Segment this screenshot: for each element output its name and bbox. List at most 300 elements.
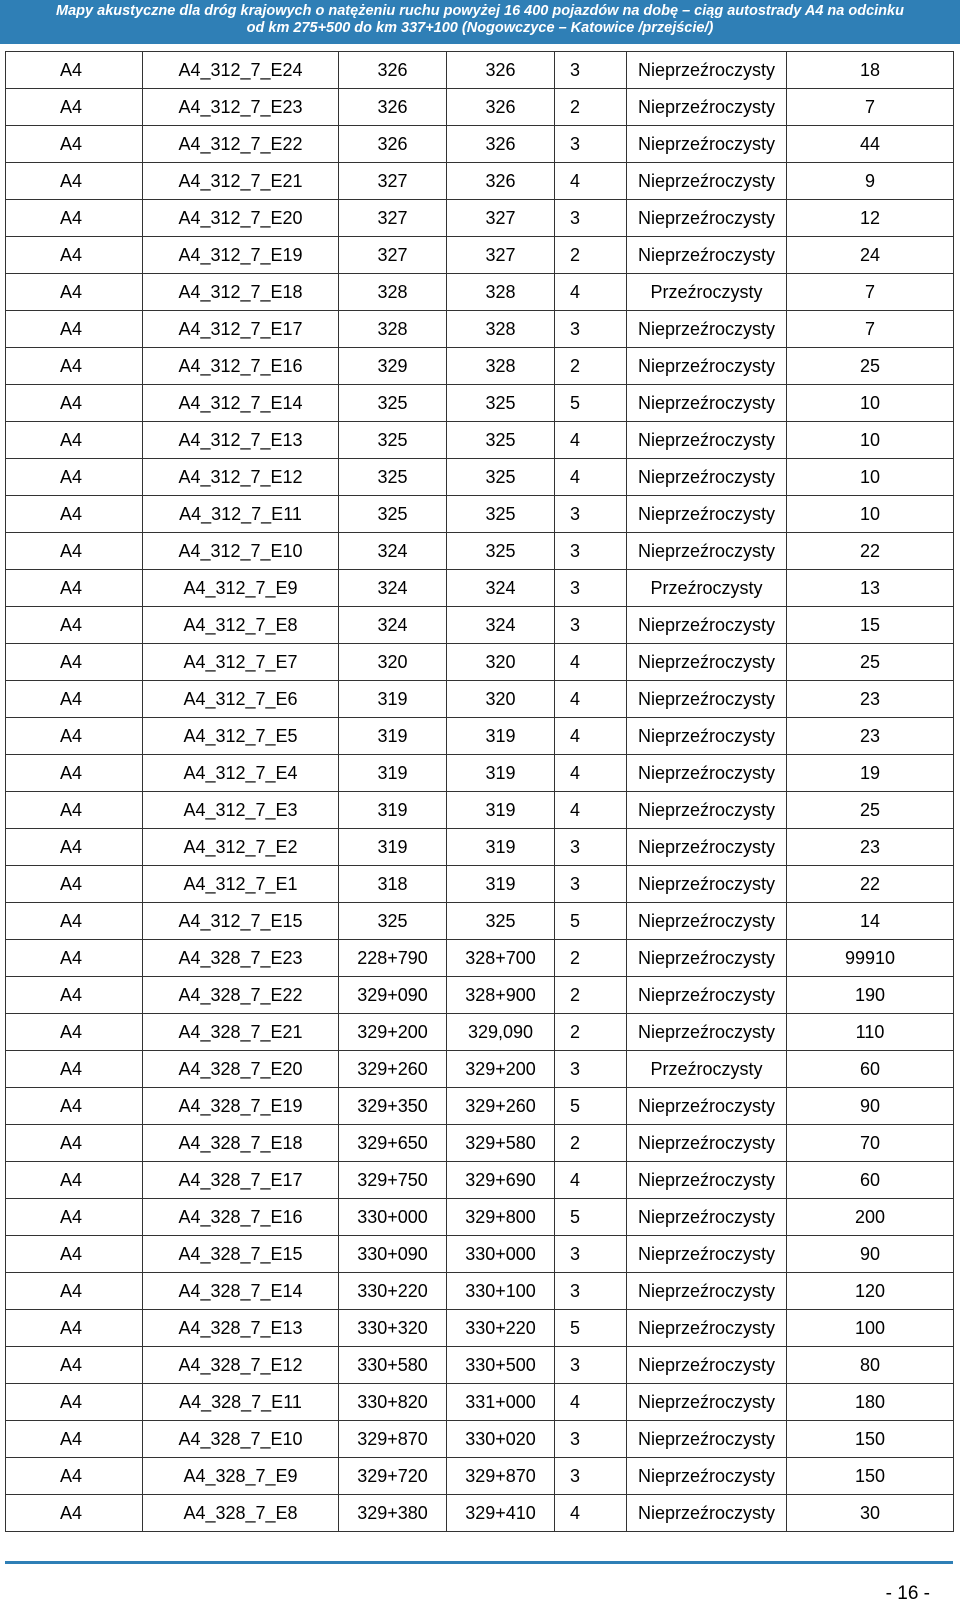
barrier-type-cell: Nieprzeźroczysty <box>627 52 787 89</box>
length-cell: 70 <box>787 1125 954 1162</box>
barrier-type-cell: Nieprzeźroczysty <box>627 681 787 718</box>
barrier-type-cell: Nieprzeźroczysty <box>627 1310 787 1347</box>
length-cell: 180 <box>787 1384 954 1421</box>
length-cell: 190 <box>787 977 954 1014</box>
km-start-cell: 319 <box>339 755 447 792</box>
table-row <box>6 829 954 866</box>
length-cell: 200 <box>787 1199 954 1236</box>
road-cell: A4 <box>6 570 143 607</box>
km-end-cell: 320 <box>447 681 555 718</box>
road-cell: A4 <box>6 977 143 1014</box>
table-row <box>6 1273 954 1310</box>
table-row <box>6 977 954 1014</box>
barrier-type-cell: Nieprzeźroczysty <box>627 1384 787 1421</box>
table-row <box>6 681 954 718</box>
length-cell: 23 <box>787 829 954 866</box>
road-cell: A4 <box>6 1347 143 1384</box>
km-end-cell: 326 <box>447 126 555 163</box>
road-cell: A4 <box>6 1273 143 1310</box>
km-start-cell: 327 <box>339 200 447 237</box>
barrier-type-cell: Nieprzeźroczysty <box>627 89 787 126</box>
barrier-id-cell: A4_328_7_E15 <box>143 1236 339 1273</box>
km-end-cell: 329+800 <box>447 1199 555 1236</box>
road-cell: A4 <box>6 755 143 792</box>
barrier-id-cell: A4_312_7_E14 <box>143 385 339 422</box>
barrier-id-cell: A4_328_7_E11 <box>143 1384 339 1421</box>
km-start-cell: 319 <box>339 718 447 755</box>
height-cell: 4 <box>555 1495 627 1532</box>
barrier-id-cell: A4_328_7_E17 <box>143 1162 339 1199</box>
km-start-cell: 325 <box>339 422 447 459</box>
km-end-cell: 327 <box>447 200 555 237</box>
height-cell: 2 <box>555 348 627 385</box>
km-start-cell: 327 <box>339 237 447 274</box>
road-cell: A4 <box>6 1384 143 1421</box>
km-end-cell: 326 <box>447 89 555 126</box>
table-row <box>6 459 954 496</box>
road-cell: A4 <box>6 792 143 829</box>
km-end-cell: 331+000 <box>447 1384 555 1421</box>
km-start-cell: 329+720 <box>339 1458 447 1495</box>
height-cell: 4 <box>555 274 627 311</box>
barrier-type-cell: Nieprzeźroczysty <box>627 533 787 570</box>
length-cell: 90 <box>787 1088 954 1125</box>
height-cell: 2 <box>555 237 627 274</box>
km-end-cell: 328+700 <box>447 940 555 977</box>
barrier-id-cell: A4_312_7_E6 <box>143 681 339 718</box>
length-cell: 22 <box>787 533 954 570</box>
barrier-id-cell: A4_312_7_E2 <box>143 829 339 866</box>
height-cell: 5 <box>555 385 627 422</box>
km-end-cell: 319 <box>447 792 555 829</box>
length-cell: 7 <box>787 89 954 126</box>
table-row <box>6 1384 954 1421</box>
height-cell: 3 <box>555 1273 627 1310</box>
km-end-cell: 320 <box>447 644 555 681</box>
barrier-type-cell: Nieprzeźroczysty <box>627 311 787 348</box>
road-cell: A4 <box>6 1495 143 1532</box>
barrier-type-cell: Nieprzeźroczysty <box>627 1273 787 1310</box>
barrier-id-cell: A4_328_7_E14 <box>143 1273 339 1310</box>
km-start-cell: 328 <box>339 311 447 348</box>
barrier-type-cell: Nieprzeźroczysty <box>627 200 787 237</box>
length-cell: 100 <box>787 1310 954 1347</box>
road-cell: A4 <box>6 644 143 681</box>
length-cell: 7 <box>787 274 954 311</box>
barrier-id-cell: A4_312_7_E11 <box>143 496 339 533</box>
barrier-id-cell: A4_328_7_E21 <box>143 1014 339 1051</box>
barrier-type-cell: Nieprzeźroczysty <box>627 940 787 977</box>
height-cell: 4 <box>555 422 627 459</box>
length-cell: 24 <box>787 237 954 274</box>
length-cell: 150 <box>787 1458 954 1495</box>
barrier-type-cell: Nieprzeźroczysty <box>627 755 787 792</box>
barrier-id-cell: A4_328_7_E12 <box>143 1347 339 1384</box>
road-cell: A4 <box>6 829 143 866</box>
barrier-id-cell: A4_328_7_E22 <box>143 977 339 1014</box>
road-cell: A4 <box>6 311 143 348</box>
km-end-cell: 325 <box>447 903 555 940</box>
km-end-cell: 329+690 <box>447 1162 555 1199</box>
length-cell: 23 <box>787 718 954 755</box>
table-row <box>6 422 954 459</box>
table-row <box>6 1347 954 1384</box>
km-end-cell: 325 <box>447 422 555 459</box>
km-start-cell: 324 <box>339 607 447 644</box>
height-cell: 2 <box>555 940 627 977</box>
length-cell: 99910 <box>787 940 954 977</box>
km-end-cell: 329,090 <box>447 1014 555 1051</box>
barrier-id-cell: A4_328_7_E10 <box>143 1421 339 1458</box>
height-cell: 5 <box>555 1310 627 1347</box>
barrier-type-cell: Nieprzeźroczysty <box>627 792 787 829</box>
header-title-line-1: Mapy akustyczne dla dróg krajowych o natężeniu ruchu powyżej 16 400 pojazdów na dobę – ciąg autostrady A4 na odcinku <box>56 3 904 19</box>
barrier-id-cell: A4_312_7_E22 <box>143 126 339 163</box>
barrier-id-cell: A4_312_7_E5 <box>143 718 339 755</box>
road-cell: A4 <box>6 1014 143 1051</box>
height-cell: 2 <box>555 89 627 126</box>
height-cell: 4 <box>555 644 627 681</box>
barrier-id-cell: A4_312_7_E18 <box>143 274 339 311</box>
table-row <box>6 1125 954 1162</box>
table-row <box>6 792 954 829</box>
road-cell: A4 <box>6 52 143 89</box>
barrier-type-cell: Nieprzeźroczysty <box>627 1495 787 1532</box>
barrier-id-cell: A4_328_7_E18 <box>143 1125 339 1162</box>
barrier-id-cell: A4_312_7_E1 <box>143 866 339 903</box>
height-cell: 3 <box>555 1051 627 1088</box>
height-cell: 3 <box>555 866 627 903</box>
km-end-cell: 325 <box>447 459 555 496</box>
km-end-cell: 324 <box>447 607 555 644</box>
barrier-id-cell: A4_312_7_E19 <box>143 237 339 274</box>
barrier-type-cell: Nieprzeźroczysty <box>627 718 787 755</box>
table-row <box>6 311 954 348</box>
barrier-type-cell: Przeźroczysty <box>627 570 787 607</box>
table-row <box>6 1421 954 1458</box>
table-row <box>6 1162 954 1199</box>
barrier-table <box>5 51 954 1532</box>
table-row <box>6 163 954 200</box>
barrier-id-cell: A4_312_7_E15 <box>143 903 339 940</box>
table-row <box>6 200 954 237</box>
km-end-cell: 319 <box>447 829 555 866</box>
km-start-cell: 325 <box>339 903 447 940</box>
height-cell: 5 <box>555 1088 627 1125</box>
barrier-id-cell: A4_328_7_E20 <box>143 1051 339 1088</box>
km-end-cell: 328 <box>447 348 555 385</box>
height-cell: 3 <box>555 1347 627 1384</box>
km-end-cell: 327 <box>447 237 555 274</box>
barrier-id-cell: A4_312_7_E3 <box>143 792 339 829</box>
km-start-cell: 330+580 <box>339 1347 447 1384</box>
length-cell: 80 <box>787 1347 954 1384</box>
km-start-cell: 329 <box>339 348 447 385</box>
barrier-type-cell: Nieprzeźroczysty <box>627 607 787 644</box>
road-cell: A4 <box>6 1088 143 1125</box>
km-start-cell: 319 <box>339 829 447 866</box>
height-cell: 3 <box>555 570 627 607</box>
barrier-id-cell: A4_312_7_E20 <box>143 200 339 237</box>
road-cell: A4 <box>6 126 143 163</box>
km-end-cell: 330+100 <box>447 1273 555 1310</box>
km-end-cell: 325 <box>447 533 555 570</box>
km-end-cell: 324 <box>447 570 555 607</box>
km-start-cell: 327 <box>339 163 447 200</box>
barrier-type-cell: Nieprzeźroczysty <box>627 1162 787 1199</box>
barrier-type-cell: Nieprzeźroczysty <box>627 977 787 1014</box>
table-row <box>6 755 954 792</box>
km-start-cell: 326 <box>339 126 447 163</box>
km-start-cell: 319 <box>339 681 447 718</box>
table-row <box>6 52 954 89</box>
km-end-cell: 330+020 <box>447 1421 555 1458</box>
km-end-cell: 329+260 <box>447 1088 555 1125</box>
height-cell: 4 <box>555 459 627 496</box>
barrier-type-cell: Przeźroczysty <box>627 274 787 311</box>
table-row <box>6 1051 954 1088</box>
height-cell: 5 <box>555 903 627 940</box>
length-cell: 23 <box>787 681 954 718</box>
length-cell: 30 <box>787 1495 954 1532</box>
height-cell: 3 <box>555 1236 627 1273</box>
barrier-type-cell: Nieprzeźroczysty <box>627 903 787 940</box>
table-row <box>6 940 954 977</box>
barrier-id-cell: A4_312_7_E21 <box>143 163 339 200</box>
barrier-id-cell: A4_312_7_E8 <box>143 607 339 644</box>
barrier-id-cell: A4_312_7_E10 <box>143 533 339 570</box>
barrier-type-cell: Nieprzeźroczysty <box>627 237 787 274</box>
footer-divider <box>5 1561 953 1564</box>
km-start-cell: 329+260 <box>339 1051 447 1088</box>
road-cell: A4 <box>6 533 143 570</box>
road-cell: A4 <box>6 385 143 422</box>
length-cell: 14 <box>787 903 954 940</box>
height-cell: 2 <box>555 977 627 1014</box>
km-start-cell: 325 <box>339 496 447 533</box>
barrier-id-cell: A4_328_7_E23 <box>143 940 339 977</box>
km-end-cell: 326 <box>447 52 555 89</box>
barrier-type-cell: Nieprzeźroczysty <box>627 163 787 200</box>
height-cell: 5 <box>555 1199 627 1236</box>
table-row <box>6 274 954 311</box>
km-end-cell: 326 <box>447 163 555 200</box>
km-start-cell: 326 <box>339 52 447 89</box>
header-title-line-2: od km 275+500 do km 337+100 (Nogowczyce – Katowice /przejście/) <box>246 20 714 36</box>
road-cell: A4 <box>6 163 143 200</box>
table-row <box>6 348 954 385</box>
barrier-id-cell: A4_312_7_E17 <box>143 311 339 348</box>
length-cell: 25 <box>787 348 954 385</box>
km-start-cell: 324 <box>339 570 447 607</box>
height-cell: 4 <box>555 681 627 718</box>
length-cell: 10 <box>787 422 954 459</box>
barrier-type-cell: Nieprzeźroczysty <box>627 1014 787 1051</box>
road-cell: A4 <box>6 1236 143 1273</box>
km-start-cell: 329+090 <box>339 977 447 1014</box>
km-end-cell: 329+200 <box>447 1051 555 1088</box>
km-start-cell: 318 <box>339 866 447 903</box>
km-end-cell: 330+000 <box>447 1236 555 1273</box>
barrier-type-cell: Nieprzeźroczysty <box>627 1088 787 1125</box>
height-cell: 2 <box>555 1014 627 1051</box>
km-end-cell: 329+580 <box>447 1125 555 1162</box>
barrier-type-cell: Nieprzeźroczysty <box>627 1458 787 1495</box>
km-start-cell: 329+380 <box>339 1495 447 1532</box>
table-row <box>6 1199 954 1236</box>
length-cell: 25 <box>787 644 954 681</box>
km-start-cell: 329+350 <box>339 1088 447 1125</box>
barrier-type-cell: Nieprzeźroczysty <box>627 1347 787 1384</box>
barrier-type-cell: Nieprzeźroczysty <box>627 829 787 866</box>
length-cell: 9 <box>787 163 954 200</box>
height-cell: 4 <box>555 163 627 200</box>
barrier-type-cell: Nieprzeźroczysty <box>627 422 787 459</box>
road-cell: A4 <box>6 200 143 237</box>
length-cell: 110 <box>787 1014 954 1051</box>
height-cell: 2 <box>555 1125 627 1162</box>
km-end-cell: 319 <box>447 718 555 755</box>
height-cell: 3 <box>555 829 627 866</box>
length-cell: 44 <box>787 126 954 163</box>
length-cell: 19 <box>787 755 954 792</box>
barrier-type-cell: Nieprzeźroczysty <box>627 459 787 496</box>
km-start-cell: 228+790 <box>339 940 447 977</box>
height-cell: 4 <box>555 1162 627 1199</box>
table-row <box>6 385 954 422</box>
road-cell: A4 <box>6 1458 143 1495</box>
length-cell: 150 <box>787 1421 954 1458</box>
barrier-id-cell: A4_312_7_E4 <box>143 755 339 792</box>
road-cell: A4 <box>6 1162 143 1199</box>
barrier-id-cell: A4_312_7_E24 <box>143 52 339 89</box>
barrier-type-cell: Nieprzeźroczysty <box>627 385 787 422</box>
km-start-cell: 320 <box>339 644 447 681</box>
height-cell: 4 <box>555 792 627 829</box>
page-number: - 16 - <box>885 1583 930 1604</box>
road-cell: A4 <box>6 1310 143 1347</box>
km-start-cell: 319 <box>339 792 447 829</box>
km-start-cell: 330+320 <box>339 1310 447 1347</box>
road-cell: A4 <box>6 866 143 903</box>
road-cell: A4 <box>6 274 143 311</box>
km-start-cell: 328 <box>339 274 447 311</box>
road-cell: A4 <box>6 348 143 385</box>
road-cell: A4 <box>6 903 143 940</box>
km-start-cell: 330+820 <box>339 1384 447 1421</box>
height-cell: 4 <box>555 755 627 792</box>
table-row <box>6 866 954 903</box>
length-cell: 90 <box>787 1236 954 1273</box>
length-cell: 22 <box>787 866 954 903</box>
km-start-cell: 326 <box>339 89 447 126</box>
length-cell: 120 <box>787 1273 954 1310</box>
page-header <box>0 0 960 44</box>
height-cell: 3 <box>555 126 627 163</box>
table-row <box>6 126 954 163</box>
road-cell: A4 <box>6 940 143 977</box>
km-end-cell: 319 <box>447 866 555 903</box>
barrier-id-cell: A4_312_7_E7 <box>143 644 339 681</box>
km-end-cell: 328+900 <box>447 977 555 1014</box>
road-cell: A4 <box>6 1051 143 1088</box>
table-row <box>6 644 954 681</box>
km-end-cell: 330+220 <box>447 1310 555 1347</box>
table-row <box>6 1236 954 1273</box>
length-cell: 13 <box>787 570 954 607</box>
road-cell: A4 <box>6 422 143 459</box>
table-row <box>6 89 954 126</box>
barrier-type-cell: Nieprzeźroczysty <box>627 866 787 903</box>
km-end-cell: 325 <box>447 385 555 422</box>
table-row <box>6 718 954 755</box>
table-row <box>6 1014 954 1051</box>
road-cell: A4 <box>6 237 143 274</box>
road-cell: A4 <box>6 1199 143 1236</box>
height-cell: 3 <box>555 1421 627 1458</box>
km-end-cell: 325 <box>447 496 555 533</box>
km-start-cell: 330+000 <box>339 1199 447 1236</box>
length-cell: 60 <box>787 1162 954 1199</box>
barrier-id-cell: A4_312_7_E12 <box>143 459 339 496</box>
length-cell: 15 <box>787 607 954 644</box>
km-start-cell: 329+650 <box>339 1125 447 1162</box>
height-cell: 3 <box>555 1458 627 1495</box>
km-end-cell: 330+500 <box>447 1347 555 1384</box>
barrier-type-cell: Nieprzeźroczysty <box>627 496 787 533</box>
km-end-cell: 328 <box>447 274 555 311</box>
table-row <box>6 533 954 570</box>
barrier-type-cell: Nieprzeźroczysty <box>627 1199 787 1236</box>
table-row <box>6 1495 954 1532</box>
barrier-type-cell: Nieprzeźroczysty <box>627 644 787 681</box>
barrier-type-cell: Nieprzeźroczysty <box>627 1125 787 1162</box>
km-end-cell: 319 <box>447 755 555 792</box>
barrier-id-cell: A4_312_7_E9 <box>143 570 339 607</box>
height-cell: 4 <box>555 1384 627 1421</box>
barrier-type-cell: Nieprzeźroczysty <box>627 348 787 385</box>
length-cell: 10 <box>787 385 954 422</box>
height-cell: 4 <box>555 718 627 755</box>
table-row <box>6 1088 954 1125</box>
km-end-cell: 328 <box>447 311 555 348</box>
barrier-id-cell: A4_312_7_E16 <box>143 348 339 385</box>
table-row <box>6 1458 954 1495</box>
road-cell: A4 <box>6 496 143 533</box>
barrier-type-cell: Przeźroczysty <box>627 1051 787 1088</box>
km-start-cell: 325 <box>339 385 447 422</box>
height-cell: 3 <box>555 607 627 644</box>
table-body <box>6 52 954 1532</box>
table-row <box>6 237 954 274</box>
barrier-id-cell: A4_312_7_E23 <box>143 89 339 126</box>
length-cell: 18 <box>787 52 954 89</box>
height-cell: 3 <box>555 533 627 570</box>
km-start-cell: 325 <box>339 459 447 496</box>
km-start-cell: 330+090 <box>339 1236 447 1273</box>
length-cell: 60 <box>787 1051 954 1088</box>
barrier-type-cell: Nieprzeźroczysty <box>627 1236 787 1273</box>
barrier-id-cell: A4_328_7_E9 <box>143 1458 339 1495</box>
km-start-cell: 330+220 <box>339 1273 447 1310</box>
km-start-cell: 329+750 <box>339 1162 447 1199</box>
height-cell: 3 <box>555 200 627 237</box>
height-cell: 3 <box>555 496 627 533</box>
length-cell: 12 <box>787 200 954 237</box>
table-row <box>6 496 954 533</box>
road-cell: A4 <box>6 89 143 126</box>
km-end-cell: 329+870 <box>447 1458 555 1495</box>
